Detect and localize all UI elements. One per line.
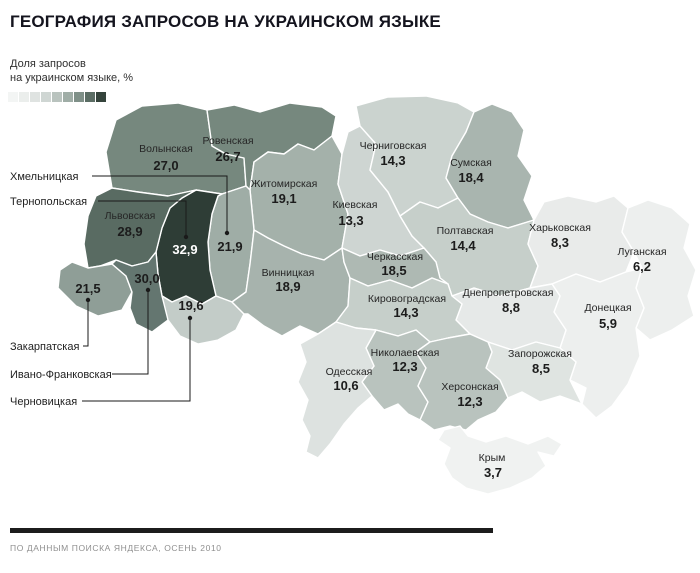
region-value-label: 18,4: [458, 170, 484, 185]
callout-leader-dot: [146, 288, 150, 292]
region-name-label: Запорожская: [508, 348, 572, 360]
callout-label: Тернопольская: [10, 196, 88, 208]
region-name-label: Житомирская: [250, 178, 318, 190]
callout-label: Черновицкая: [10, 396, 78, 408]
region-value-label: 18,5: [381, 263, 407, 278]
region-name-label: Полтавская: [436, 225, 494, 237]
region-name-label: Сумская: [450, 157, 492, 169]
region-name-label: Черкасская: [366, 251, 424, 263]
region-value-label: 21,5: [75, 281, 101, 296]
region-value-label: 8,3: [550, 235, 570, 250]
page-title: ГЕОГРАФИЯ ЗАПРОСОВ НА УКРАИНСКОМ ЯЗЫКЕ: [10, 12, 441, 31]
legend-label-line1: Доля запросов: [10, 58, 86, 70]
source-note: ПО ДАННЫМ ПОИСКА ЯНДЕКСА, ОСЕНЬ 2010: [10, 543, 222, 553]
callout-leader-dot: [225, 231, 229, 235]
callout-leader-dot: [184, 235, 188, 239]
footer-divider-bar: [10, 528, 493, 533]
region-name-label: Кировоградская: [367, 293, 447, 305]
region-value-label: 19,6: [178, 298, 204, 313]
region-value-label: 27,0: [153, 158, 179, 173]
region-value-label: 6,2: [632, 259, 652, 274]
callout-leader-line: [82, 318, 190, 401]
region-name-label: Черниговская: [359, 140, 427, 152]
region-value-label: 8,8: [501, 300, 521, 315]
callout-leader-dot: [188, 316, 192, 320]
region-value-label: 28,9: [117, 224, 143, 239]
callout-leader-dot: [86, 298, 90, 302]
region-name-label: Харьковская: [529, 222, 591, 234]
region-name-label: Николаевская: [370, 347, 440, 359]
region-name-label: Луганская: [617, 246, 667, 258]
region-value-label: 21,9: [217, 239, 243, 254]
callout-label: Хмельницкая: [10, 171, 79, 183]
region-kharkivska: [528, 196, 634, 288]
region-name-label: Ровенская: [202, 135, 254, 147]
legend-label-line2: на украинском языке, %: [10, 72, 134, 84]
region-value-label: 14,3: [380, 153, 406, 168]
region-value-label: 8,5: [531, 361, 551, 376]
region-value-label: 18,9: [275, 279, 301, 294]
region-value-label: 12,3: [457, 394, 483, 409]
region-value-label: 14,4: [450, 238, 476, 253]
region-name-label: Днепропетровская: [462, 287, 554, 299]
region-value-label: 5,9: [598, 316, 618, 331]
region-value-label: 13,3: [338, 213, 364, 228]
callout-label: Ивано-Франковская: [10, 369, 112, 381]
region-name-label: Крым: [478, 452, 506, 464]
region-value-label: 19,1: [271, 191, 297, 206]
region-name-label: Киевская: [332, 199, 378, 211]
region-value-label: 14,3: [393, 305, 419, 320]
region-name-label: Херсонская: [441, 381, 499, 393]
region-value-label: 3,7: [483, 465, 503, 480]
region-value-label: 12,3: [392, 359, 418, 374]
region-value-label: 32,9: [172, 242, 198, 257]
region-value-label: 26,7: [215, 149, 241, 164]
region-value-label: 30,0: [134, 271, 160, 286]
region-name-label: Донецкая: [584, 302, 632, 314]
region-name-label: Винницкая: [261, 267, 315, 279]
region-name-label: Одесская: [325, 366, 373, 378]
region-value-label: 10,6: [333, 378, 359, 393]
callout-chernivetska: [10, 316, 192, 408]
region-name-label: Львовская: [104, 210, 156, 222]
region-name-label: Волынская: [139, 143, 193, 155]
callout-label: Закарпатская: [10, 341, 80, 353]
